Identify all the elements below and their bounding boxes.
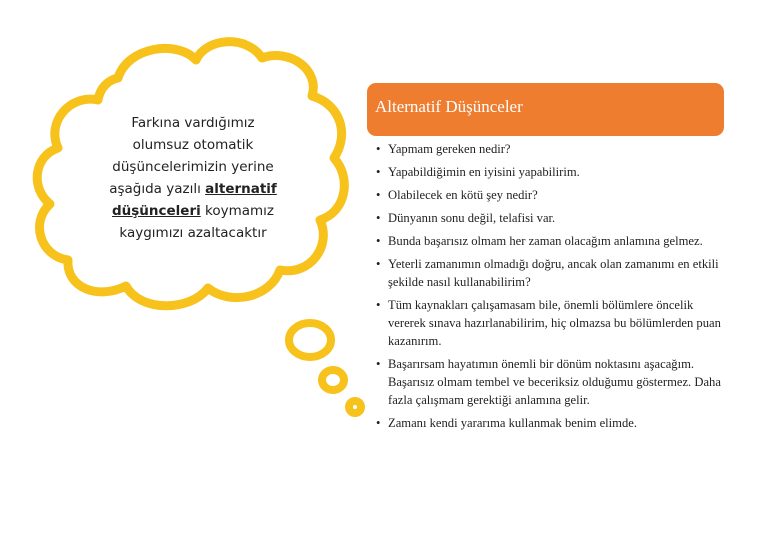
- bullet-icon: •: [376, 211, 381, 225]
- list-item: [376, 414, 721, 432]
- bullet-icon: •: [376, 416, 381, 430]
- list-item: [376, 355, 721, 409]
- panel-title: Alternatif Düşünceler: [375, 97, 523, 116]
- list-item-text: Başarırsam hayatımın önemli bir dönüm noktasını aşacağım. Başarısız olmam tembel ve beceriksiz olduğumu göstermez. Daha fazla çalışmam gerektiği anlamına gelir.: [388, 357, 721, 407]
- cloud-line: düşüncelerimizin yerine: [112, 159, 274, 175]
- list-item-text: Dünyanın sonu değil, telafisi var.: [388, 211, 556, 225]
- list-item: [376, 209, 721, 227]
- cloud-line: Farkına vardığımız: [131, 115, 255, 131]
- list-item: [376, 186, 721, 204]
- thought-bubble-small: [349, 401, 361, 413]
- list-item-text: Yapabildiğimin en iyisini yapabilirim.: [388, 165, 580, 179]
- cloud-line: [98, 178, 288, 200]
- alternative-thoughts-list: [376, 140, 721, 437]
- bullet-icon: •: [376, 357, 381, 371]
- list-item-text: Bunda başarısız olmam her zaman olacağım anlamına gelmez.: [388, 234, 703, 248]
- list-item-text: Tüm kaynakları çalışamasam bile, önemli bölümlere öncelik vererek sınava hazırlanabilirim, hiç olmazsa bu bölümlerden puan kazanırım.: [388, 298, 721, 348]
- list-item-text: Yeterli zamanımın olmadığı doğru, ancak olan zamanımı en etkili şekilde nasıl kullanabilirim?: [388, 257, 719, 289]
- cloud-text-plain: koymamız: [200, 203, 275, 219]
- bullet-icon: •: [376, 298, 381, 312]
- list-item: [376, 163, 721, 181]
- cloud-text-plain: aşağıda yazılı: [109, 181, 206, 197]
- cloud-emphasis: alternatif: [205, 181, 277, 197]
- thought-bubble-medium: [322, 370, 344, 390]
- list-item: [376, 232, 721, 250]
- list-item-text: Yapmam gereken nedir?: [388, 142, 511, 156]
- cloud-emphasis: düşünceleri: [111, 203, 201, 219]
- cloud-line: olumsuz otomatik: [132, 137, 254, 153]
- thought-bubble-large: [289, 323, 331, 357]
- bullet-icon: •: [376, 142, 381, 156]
- list-item: [376, 255, 721, 291]
- bullet-icon: •: [376, 165, 381, 179]
- cloud-line: kaygımızı azaltacaktır: [119, 225, 267, 241]
- list-item: [376, 296, 721, 350]
- bullet-icon: •: [376, 257, 381, 271]
- panel-header: [367, 83, 724, 136]
- cloud-message: [98, 112, 288, 244]
- bullet-icon: •: [376, 188, 381, 202]
- list-item: [376, 140, 721, 158]
- bullet-icon: •: [376, 234, 381, 248]
- list-item-text: Olabilecek en kötü şey nedir?: [388, 188, 538, 202]
- list-item-text: Zamanı kendi yararıma kullanmak benim elimde.: [388, 416, 637, 430]
- cloud-line: [98, 200, 288, 222]
